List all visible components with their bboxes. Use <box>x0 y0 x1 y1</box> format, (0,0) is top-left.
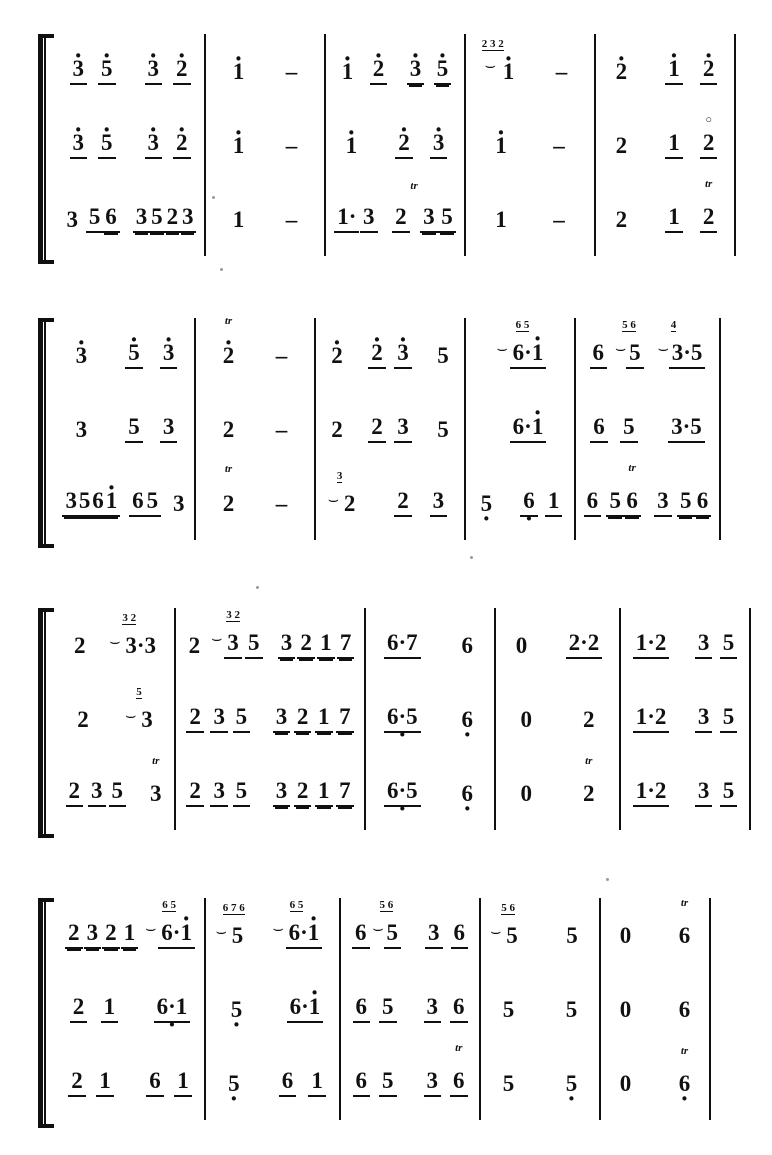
measure <box>176 608 366 682</box>
staff-row <box>0 34 772 108</box>
note: 6 <box>678 996 691 1022</box>
measure <box>466 466 576 540</box>
note: 1· <box>334 205 359 233</box>
measure <box>206 108 326 182</box>
measure <box>56 182 206 256</box>
note: 5 <box>720 631 738 659</box>
note: 5 <box>144 489 162 517</box>
grace-notes: 3 2 <box>122 611 137 624</box>
trill-icon: tr <box>680 896 689 909</box>
note: 3 <box>75 416 88 442</box>
note: 3·5 <box>668 415 705 443</box>
measure <box>56 972 206 1046</box>
note: 3 <box>88 779 106 807</box>
measure <box>56 318 196 392</box>
measure <box>601 898 711 972</box>
system-1 <box>0 34 772 264</box>
trill-icon: tr <box>680 1044 689 1057</box>
scan-speck <box>220 268 223 271</box>
note: 2 <box>77 706 89 732</box>
measure <box>341 898 481 972</box>
measure <box>56 392 196 466</box>
note: 6 <box>353 995 371 1023</box>
measure <box>496 608 621 682</box>
measure <box>496 756 621 830</box>
note: · 2 <box>368 341 386 369</box>
note: · 3 <box>70 57 88 85</box>
note: 2 <box>583 706 595 732</box>
measure <box>206 182 326 256</box>
note: 5 <box>125 415 143 443</box>
note: 3 <box>210 705 228 733</box>
note: 3 <box>695 705 713 733</box>
measure <box>316 392 466 466</box>
staff-row <box>0 314 772 392</box>
note: · tr 2 <box>220 344 238 367</box>
note: 1 <box>545 489 563 517</box>
note: 5 <box>565 996 578 1022</box>
note-with-grace: 6 5 6·· 1 <box>510 341 547 369</box>
note: 5 <box>606 489 624 517</box>
note: 5 <box>379 995 397 1023</box>
measure <box>466 182 596 256</box>
note: 2 <box>186 779 204 807</box>
measure <box>466 34 596 108</box>
note: 3 <box>424 1069 442 1097</box>
note-with-grace: 3 2 3·3 <box>122 611 157 658</box>
note-hold: – <box>275 342 288 368</box>
note: 1 <box>101 995 119 1023</box>
note-hold: – <box>275 490 288 516</box>
measure <box>576 318 721 392</box>
note-rest: 0 <box>619 996 632 1022</box>
staff-row <box>0 608 772 682</box>
note: 3 <box>210 779 228 807</box>
note: 1 <box>121 921 139 949</box>
note: · 2 <box>173 57 191 85</box>
note: · 2 <box>395 131 413 159</box>
grace-notes: 3 2 <box>226 609 241 621</box>
note: 6 · <box>459 782 477 805</box>
measure <box>56 608 176 682</box>
grace-notes: · 2 3 2 <box>481 37 504 50</box>
measure <box>496 682 621 756</box>
note: 1·2 <box>633 779 670 807</box>
note: · 3 <box>73 344 91 367</box>
note: 6 <box>279 1069 297 1097</box>
note: 3 <box>84 921 102 949</box>
note: 5 <box>566 922 578 948</box>
grace-notes: 5 6 <box>379 899 394 911</box>
measure <box>206 898 341 972</box>
note-with-grace: 5 3 <box>136 685 153 732</box>
note: tr 2 <box>700 205 718 233</box>
grace-notes: 3 <box>336 469 343 482</box>
note: · 1 <box>230 134 248 157</box>
measure <box>206 1046 341 1120</box>
note: 2 <box>164 205 182 233</box>
note: 1 <box>665 205 683 233</box>
note: tr 2 <box>392 205 410 233</box>
measure <box>206 972 341 1046</box>
note: 5 · <box>478 492 496 515</box>
note: · 3 <box>70 131 88 159</box>
note: 5 <box>148 205 166 233</box>
note-rest: 0 <box>619 1070 632 1096</box>
note: 6 <box>590 341 608 369</box>
note: 5 <box>677 489 695 517</box>
note: 5 <box>502 996 515 1022</box>
note: 3 <box>273 779 291 807</box>
note-rest: 0 <box>520 780 532 806</box>
staff-row <box>0 462 772 540</box>
note: 6 <box>461 632 474 658</box>
note: 3 <box>695 779 713 807</box>
grace-notes: 6 7 6 <box>222 901 245 914</box>
note: 6 <box>590 415 608 443</box>
system-4 <box>0 898 772 1128</box>
measure <box>56 898 206 972</box>
note: 2 <box>188 632 201 658</box>
note: 3 <box>278 631 296 659</box>
note-with-grace: 3 2 <box>336 469 356 516</box>
circle-ornament-icon: ○ <box>705 114 712 126</box>
grace-notes: 6 5 <box>162 899 177 911</box>
note: 5 <box>233 705 251 733</box>
note: 2 <box>368 415 386 443</box>
note: 5 <box>720 779 738 807</box>
note: 6 <box>102 205 120 233</box>
note: tr 2 <box>222 462 235 516</box>
note: 1 <box>315 705 333 733</box>
note: 2 <box>186 705 204 733</box>
note: 5 · <box>563 1072 581 1095</box>
note: 3 <box>695 631 713 659</box>
measure <box>576 462 721 540</box>
note: 5 <box>379 1069 397 1097</box>
note-hold: – <box>555 58 568 84</box>
note: 1 <box>317 631 335 659</box>
note-hold: – <box>285 58 298 84</box>
note: 3 <box>360 205 378 233</box>
measure <box>196 314 316 392</box>
note: tr 3 <box>150 754 162 806</box>
staff-row <box>0 898 772 972</box>
note-with-grace: 4 3·5 <box>669 341 706 369</box>
note: · 3 <box>145 131 163 159</box>
note: 2 <box>68 1069 86 1097</box>
note: 5 <box>86 205 104 233</box>
note: tr 6 · <box>676 1072 694 1095</box>
note: · 1 <box>230 60 248 83</box>
note: 1·2 <box>633 705 670 733</box>
note: 5 <box>437 342 449 368</box>
note: · 2 <box>173 131 191 159</box>
note: · 5 <box>125 341 143 369</box>
note: 6 · <box>459 708 477 731</box>
note-with-grace: 6 7 6 5 <box>222 901 245 948</box>
scan-speck <box>212 196 215 199</box>
staff-row <box>0 756 772 830</box>
note: 1 <box>665 131 683 159</box>
note: 3 <box>62 489 80 517</box>
staff-row <box>0 178 772 256</box>
note-with-grace: 6 5 6·· 1 <box>158 921 195 949</box>
measure <box>601 1046 711 1120</box>
note: · 5 <box>434 57 452 85</box>
measure <box>196 462 316 540</box>
measure <box>466 108 596 182</box>
trill-icon: tr <box>585 754 593 767</box>
note: 3 <box>66 206 78 232</box>
trill-icon: tr <box>455 1042 463 1054</box>
note: 2 <box>66 779 84 807</box>
measure <box>366 682 496 756</box>
note-with-grace: 5 6 5 <box>384 921 402 949</box>
note: 5 <box>502 1070 515 1096</box>
staff-row <box>0 972 772 1046</box>
measure <box>316 318 466 392</box>
note: · 1 <box>665 57 683 85</box>
note: · 2 <box>700 57 718 85</box>
note: 3 <box>425 921 443 949</box>
measure <box>601 972 711 1046</box>
note: · 3 <box>430 131 448 159</box>
note: 2 ○ <box>700 131 718 159</box>
note: · 3 <box>145 57 163 85</box>
note-rest: 0 <box>515 632 528 658</box>
note: 5 · <box>225 1072 243 1095</box>
note: 2 <box>222 416 235 442</box>
note: · 2 <box>613 60 631 83</box>
note: 2 <box>73 632 86 658</box>
note: tr 6 <box>450 1069 468 1097</box>
note: 5 <box>438 205 456 233</box>
grace-notes: 4 <box>670 319 677 331</box>
measure <box>56 108 206 182</box>
note: 3 <box>654 489 672 517</box>
note-rest: 0 <box>520 706 532 732</box>
note: 2 <box>294 779 312 807</box>
note: 6·5 · <box>384 705 421 733</box>
staff-row <box>0 1042 772 1120</box>
measure <box>56 34 206 108</box>
measure <box>326 108 466 182</box>
note: 6 <box>451 921 469 949</box>
note: · 5 <box>98 57 116 85</box>
note-hold: – <box>275 416 288 442</box>
measure <box>326 182 466 256</box>
note: 1 <box>174 1069 192 1097</box>
grace-notes: 6 5 <box>289 899 304 911</box>
trill-icon: tr <box>704 178 713 190</box>
scan-speck <box>470 556 473 559</box>
note: 2 <box>294 705 312 733</box>
note: 2 <box>331 416 343 442</box>
note: tr 6 <box>678 896 691 948</box>
note: 3 <box>172 490 185 516</box>
note-with-grace: 5 6 5 <box>626 341 644 369</box>
note: 7 <box>337 631 355 659</box>
measure <box>366 608 496 682</box>
note: 6·1 · <box>154 995 191 1023</box>
measure <box>576 392 721 466</box>
note: 3 <box>160 415 178 443</box>
note: 6·5 · <box>384 779 421 807</box>
measure <box>196 392 316 466</box>
note: · 3 <box>394 341 412 369</box>
measure <box>596 34 736 108</box>
note: · 2 <box>328 344 346 367</box>
system-3 <box>0 608 772 838</box>
measure <box>366 756 496 830</box>
measure <box>481 898 601 972</box>
note: 6 <box>89 489 107 517</box>
note: · 5 <box>98 131 116 159</box>
note: 6 <box>584 489 602 517</box>
note-hold: – <box>285 132 298 158</box>
measure <box>341 1042 481 1120</box>
note: · 1 <box>103 489 121 517</box>
note: 2 <box>102 921 120 949</box>
note: · 2 <box>370 57 388 85</box>
note: 1 <box>315 779 333 807</box>
note: 6 <box>352 921 370 949</box>
scan-speck <box>256 586 259 589</box>
note: 3 <box>394 415 412 443</box>
system-2 <box>0 314 772 548</box>
note: · 1 <box>343 134 361 157</box>
note: 5 <box>233 779 251 807</box>
grace-notes: 5 <box>136 685 142 698</box>
note: 1 <box>308 1069 326 1097</box>
scan-speck <box>606 878 609 881</box>
measure <box>56 1046 206 1120</box>
measure <box>176 756 366 830</box>
note-with-grace: 6 5 6·· 1 <box>286 921 323 949</box>
measure <box>56 756 176 830</box>
measure <box>466 392 576 466</box>
measure <box>596 108 736 182</box>
measure <box>316 466 466 540</box>
measure <box>596 178 736 256</box>
note-hold: – <box>285 206 298 232</box>
note-with-grace: 5 6 5 <box>501 901 518 948</box>
note: 1 <box>495 206 507 232</box>
note: 6 <box>450 995 468 1023</box>
note-with-grace: · 2 3 2 1 <box>500 60 518 83</box>
note: 1 <box>232 206 245 232</box>
measure <box>176 682 366 756</box>
note: 5 <box>245 631 263 659</box>
measure <box>621 682 751 756</box>
note: 5 <box>76 489 94 517</box>
trill-icon: · tr <box>224 314 233 327</box>
note: 2 <box>615 132 628 158</box>
note: 3 <box>420 205 438 233</box>
trill-icon: tr <box>628 462 636 474</box>
measure <box>621 608 751 682</box>
grace-notes: 5 6 <box>622 319 636 331</box>
note: · 3 <box>407 57 425 85</box>
note-hold: – <box>553 206 565 232</box>
note: 6·7 <box>384 631 421 659</box>
note: 3 <box>273 705 291 733</box>
note: 1·2 <box>633 631 670 659</box>
note: 1 <box>96 1069 114 1097</box>
measure <box>481 972 601 1046</box>
measure <box>56 682 176 756</box>
note: · 1 <box>492 134 510 157</box>
note: · 1 <box>339 60 357 83</box>
note: 2 <box>297 631 315 659</box>
trill-icon: tr <box>410 180 418 192</box>
note: 3 <box>424 995 442 1023</box>
trill-icon: tr <box>152 754 160 767</box>
note: 3 <box>179 205 197 233</box>
staff-row <box>0 682 772 756</box>
note: 5 <box>720 705 738 733</box>
note: 5 <box>109 779 127 807</box>
grace-notes: 5 6 <box>501 901 515 914</box>
note: 6·· 1 <box>510 415 547 443</box>
note: tr 2 <box>583 754 595 806</box>
note: 5 · <box>228 998 246 1021</box>
note: 5 <box>620 415 638 443</box>
note: 2·2 <box>566 631 603 659</box>
note: 6·· 1 <box>287 995 324 1023</box>
note: tr 6 <box>623 489 641 517</box>
measure <box>621 756 751 830</box>
measure <box>466 318 576 392</box>
note-rest: 0 <box>619 922 632 948</box>
note: 2 <box>394 489 412 517</box>
note: 5 <box>437 416 449 442</box>
measure <box>56 466 196 540</box>
measure <box>481 1046 601 1120</box>
note: 2 <box>615 206 628 232</box>
note: 2 <box>65 921 83 949</box>
note-hold: – <box>553 132 565 158</box>
measure <box>326 34 466 108</box>
note: 3 <box>133 205 151 233</box>
grace-notes: 6 5 <box>515 319 530 331</box>
note: 3 <box>430 489 448 517</box>
measure <box>206 34 326 108</box>
note: 7 <box>336 779 354 807</box>
staff-row <box>0 392 772 466</box>
note: 2 <box>70 995 88 1023</box>
note-with-grace: 3 2 3 <box>224 631 242 659</box>
note: 6 · <box>520 489 538 517</box>
note: 6 <box>353 1069 371 1097</box>
note: 6 <box>129 489 147 517</box>
note: 6 <box>694 489 712 517</box>
note: · 3 <box>160 341 178 369</box>
note: 7 <box>336 705 354 733</box>
measure <box>341 972 481 1046</box>
staff-row <box>0 108 772 182</box>
note: 6 <box>146 1069 164 1097</box>
trill-icon: tr <box>224 462 233 475</box>
